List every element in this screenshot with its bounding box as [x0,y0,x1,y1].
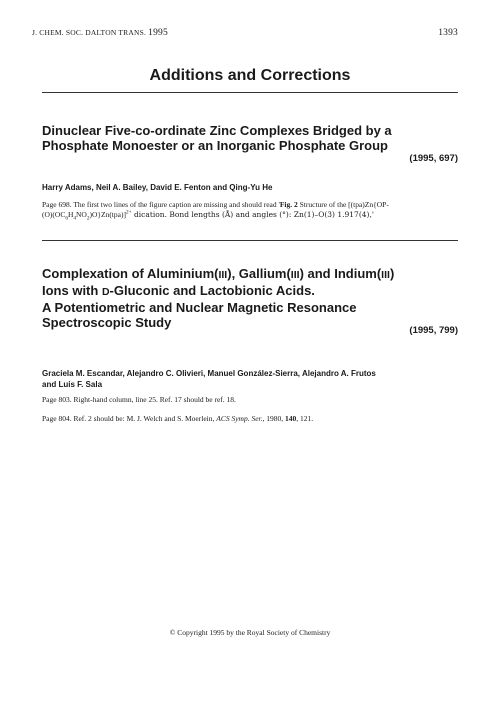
article-2-title-line: A Potentiometric and Nuclear Magnetic Resonance [42,300,357,315]
article-1-title-line: Phosphate Monoester or an Inorganic Phosphate Group [42,138,388,153]
article-2-title-line: Spectroscopic Study [42,315,172,330]
volume-number: 140 [285,414,297,423]
article-2-title [42,266,462,330]
article-1-authors: Harry Adams, Neil A. Bailey, David E. Fenton and Qing-Yu He [42,183,273,192]
article-2-title-line: Complexation of Aluminium(III), Gallium(III) and Indium(III) [42,266,395,281]
figure-label: Fig. 2 [279,200,298,209]
article-2-title-line: Ions with D-Gluconic and Lactobionic Acids. [42,283,315,298]
article-1-title-line: Dinuclear Five-co-ordinate Zinc Complexes Bridged by a [42,123,392,138]
article-2-correction-1: Page 803. Right-hand column, line 25. Ref. 17 should be ref. 18. [42,395,236,404]
section-rule [42,92,458,93]
article-1-correction: Page 698. The first two lines of the figure caption are missing and should read 'Fig. 2 Structure of the [(tpa)Zn{OP- $(O)(OC_6H_4NO_2)O\}Zn(tpa)]^{2+}$ dication. Bond lengths (Å) and angles (°): Zn(1)–O(3) 1.917(4),' [42,200,389,222]
article-2-authors: Graciela M. Escandar, Alejandro C. Olivieri, Manuel González-Sierra, Alejandro A. Frutos and Luis F. Sala [42,369,376,389]
copyright-notice: © Copyright 1995 by the Royal Society of Chemistry [169,628,331,637]
article-separator-rule [42,240,458,241]
article-1-reference: (1995, 697) [409,153,458,164]
journal-abbrev: ACS Symp. Ser. [216,414,263,423]
journal-name: J. CHEM. SOC. DALTON TRANS. 1995 [32,28,168,38]
article-2-correction-2: Page 804. Ref. 2 should be: M. J. Welch and S. Moerlein, ACS Symp. Ser., 1980, 140, 121. [42,414,314,423]
article-1-title [42,123,462,153]
page-number: 1393 [438,28,458,38]
journal-year: 1995 [148,28,168,38]
article-2-reference: (1995, 799) [409,325,458,336]
section-title: Additions and Corrections [149,67,351,84]
running-head [32,28,458,40]
